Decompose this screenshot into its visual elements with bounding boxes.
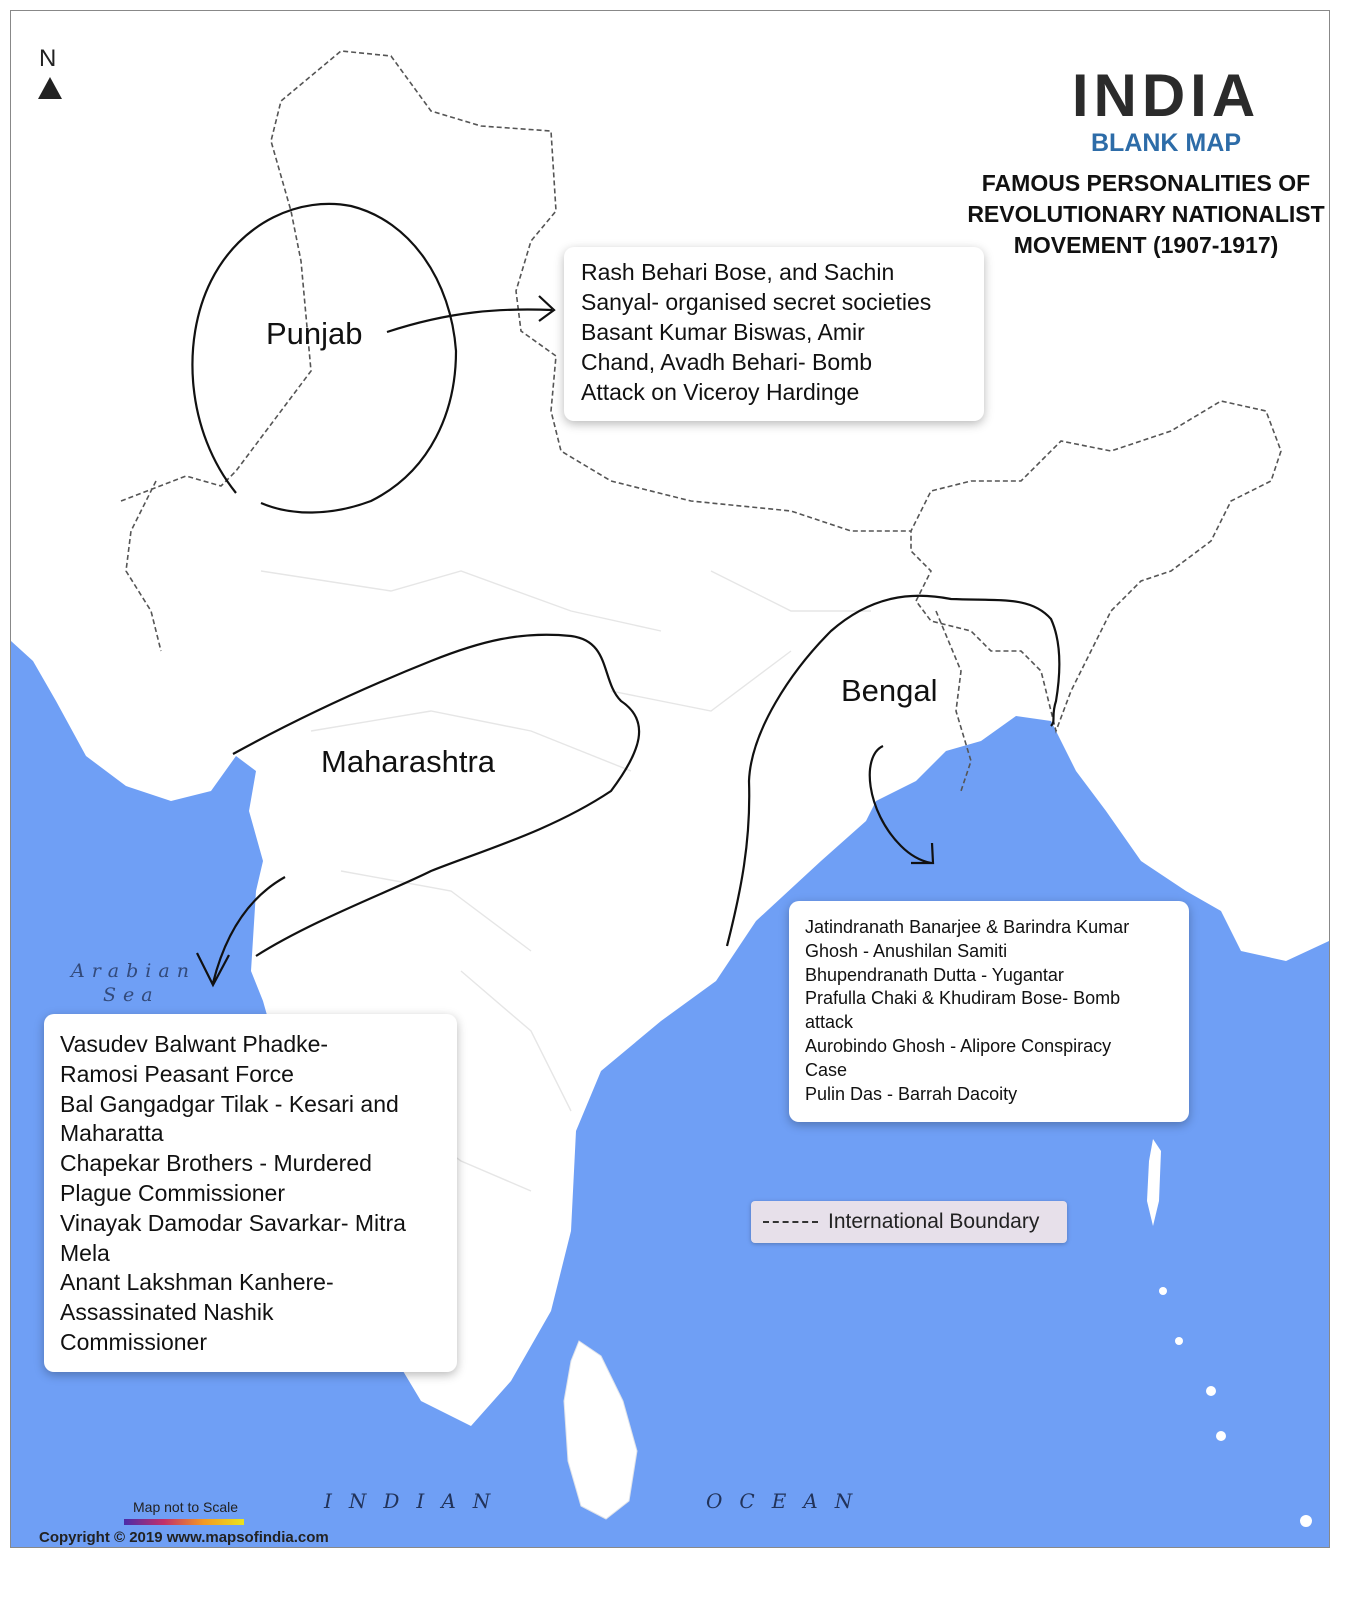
note-line: Jatindranath Banarjee & Barindra Kumar: [805, 917, 1130, 937]
indian-ocean-word-indian: INDIAN: [324, 1489, 508, 1513]
island-dot: [1206, 1386, 1216, 1396]
note-line: Attack on Viceroy Hardinge: [581, 379, 860, 405]
note-line: Vasudev Balwant Phadke-: [60, 1031, 329, 1057]
north-label: N: [39, 45, 57, 72]
note-line: Pulin Das - Barrah Dacoity: [805, 1083, 1018, 1104]
note-line: Vinayak Damodar Savarkar- Mitra: [60, 1209, 406, 1236]
map-subtitle: BLANK MAP: [1091, 129, 1241, 157]
island-dot: [1159, 1287, 1167, 1295]
maharashtra-outline: [233, 635, 639, 956]
scale-note: Map not to Scale: [133, 1499, 239, 1515]
punjab-arrow: [387, 296, 554, 332]
note-line: Plague Commissioner: [60, 1179, 285, 1206]
note-line: Assassinated Nashik: [60, 1299, 274, 1326]
topic-line: MOVEMENT (1907-1917): [1013, 232, 1279, 258]
punjab-circle: [192, 204, 456, 513]
legend-label: International Boundary: [828, 1210, 1040, 1233]
indian-ocean-word-ocean: OCEAN: [706, 1489, 870, 1513]
international-boundary: [121, 51, 1281, 791]
sea-word: Sea: [103, 984, 160, 1006]
island-dot: [1300, 1515, 1312, 1527]
dashed-line-icon: [763, 1221, 818, 1223]
note-line: Rash Behari Bose, and Sachin: [581, 259, 895, 285]
map-title: INDIA: [1071, 62, 1261, 129]
map-frame: [10, 10, 1330, 1548]
note-line: Case: [805, 1059, 848, 1080]
topic-line: REVOLUTIONARY NATIONALIST: [967, 201, 1325, 227]
note-line: Commissioner: [60, 1328, 207, 1355]
topic-line: FAMOUS PERSONALITIES OF: [981, 170, 1311, 196]
note-line: Prafulla Chaki & Khudiram Bose- Bomb: [805, 988, 1121, 1009]
note-line: Bal Gangadgar Tilak - Kesari and: [60, 1090, 399, 1117]
note-line: Sanyal- organised secret societies: [581, 289, 932, 315]
note-line: Maharatta: [60, 1120, 164, 1147]
region-label-punjab: Punjab: [266, 316, 363, 351]
scale-color-bar: [124, 1519, 244, 1525]
region-label-bengal: Bengal: [841, 673, 938, 708]
island-dot: [1175, 1337, 1183, 1345]
map-topic: [946, 168, 1330, 261]
note-line: Ghosh - Anushilan Samiti: [805, 940, 1008, 961]
note-line: Basant Kumar Biswas, Amir: [581, 319, 865, 345]
note-line: attack: [805, 1012, 854, 1033]
note-line: Mela: [60, 1239, 110, 1266]
note-line: Chapekar Brothers - Murdered: [60, 1150, 372, 1177]
note-card-bengal: [789, 901, 1189, 1122]
note-line: Bhupendranath Dutta - Yugantar: [805, 964, 1064, 985]
legend: [751, 1201, 1067, 1243]
note-line: Chand, Avadh Behari- Bomb: [581, 349, 873, 375]
note-line: Anant Lakshman Kanhere-: [60, 1269, 334, 1296]
note-card-maharashtra: [44, 1014, 457, 1372]
island-dot: [1216, 1431, 1226, 1441]
region-label-maharashtra: Maharashtra: [321, 744, 496, 779]
copyright: Copyright © 2019 www.mapsofindia.com: [39, 1529, 329, 1546]
sea-word: Arabian: [71, 960, 196, 982]
arabian-sea-label: [71, 959, 196, 1007]
note-card-punjab: [564, 247, 984, 421]
north-arrow-icon: [38, 77, 62, 99]
note-line: Aurobindo Ghosh - Alipore Conspiracy: [805, 1035, 1112, 1056]
note-line: Ramosi Peasant Force: [60, 1060, 294, 1087]
